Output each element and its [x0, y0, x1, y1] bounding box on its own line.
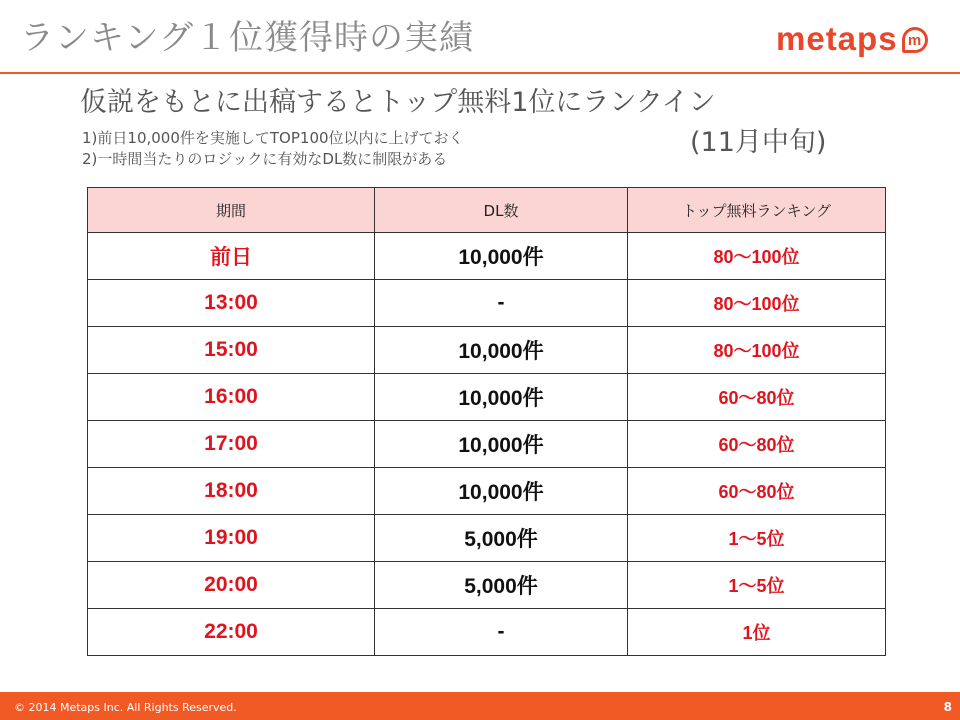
table-row [88, 468, 886, 515]
table-row [88, 562, 886, 609]
cell-period: 16:00 [88, 374, 375, 421]
header-dl-count: DL数 [375, 188, 628, 233]
cell-ranking: 80～100位 [628, 280, 886, 327]
logo-text: metaps [776, 19, 898, 57]
metaps-logo [776, 20, 928, 56]
cell-ranking: 80～100位 [628, 233, 886, 280]
headline: 仮説をもとに出稿するとトップ無料1位にランクイン [80, 87, 716, 118]
table-row [88, 374, 886, 421]
table-row [88, 421, 886, 468]
header-period: 期間 [88, 188, 375, 233]
cell-dl-count: 5,000件 [375, 515, 628, 562]
cell-period: 前日 [88, 233, 375, 280]
cell-period: 13:00 [88, 280, 375, 327]
cell-period: 17:00 [88, 421, 375, 468]
cell-period: 22:00 [88, 609, 375, 656]
table-header-row [88, 188, 886, 233]
header-top-free-ranking: トップ無料ランキング [628, 188, 886, 233]
cell-ranking: 60～80位 [628, 468, 886, 515]
cell-period: 19:00 [88, 515, 375, 562]
cell-dl-count: - [375, 280, 628, 327]
note-item: 2)一時間当たりのロジックに有効なDL数に制限がある [82, 150, 448, 168]
cell-ranking: 1～5位 [628, 562, 886, 609]
notes-list [82, 128, 464, 170]
cell-period: 18:00 [88, 468, 375, 515]
cell-dl-count: 10,000件 [375, 327, 628, 374]
title-divider [0, 72, 960, 74]
logo-mark-icon: m [902, 27, 928, 53]
footer-bar [0, 692, 960, 720]
subhead-date: (11月中旬) [690, 127, 827, 158]
slide-title: ランキング１位獲得時の実績 [20, 18, 474, 58]
page-number: 8 [943, 700, 952, 714]
cell-dl-count: 10,000件 [375, 468, 628, 515]
cell-dl-count: 10,000件 [375, 421, 628, 468]
table-row [88, 515, 886, 562]
cell-dl-count: 10,000件 [375, 374, 628, 421]
cell-ranking: 60～80位 [628, 374, 886, 421]
cell-period: 20:00 [88, 562, 375, 609]
note-item: 1)前日10,000件を実施してTOP100位以内に上げておく [82, 129, 464, 147]
cell-ranking: 1位 [628, 609, 886, 656]
cell-period: 15:00 [88, 327, 375, 374]
cell-ranking: 1～5位 [628, 515, 886, 562]
cell-dl-count: 5,000件 [375, 562, 628, 609]
table-row [88, 327, 886, 374]
table-row [88, 280, 886, 327]
cell-ranking: 80～100位 [628, 327, 886, 374]
cell-dl-count: - [375, 609, 628, 656]
table-row [88, 609, 886, 656]
table-row [88, 233, 886, 280]
cell-dl-count: 10,000件 [375, 233, 628, 280]
ranking-table [87, 187, 886, 656]
cell-ranking: 60～80位 [628, 421, 886, 468]
copyright-text: © 2014 Metaps Inc. All Rights Reserved. [14, 701, 237, 714]
